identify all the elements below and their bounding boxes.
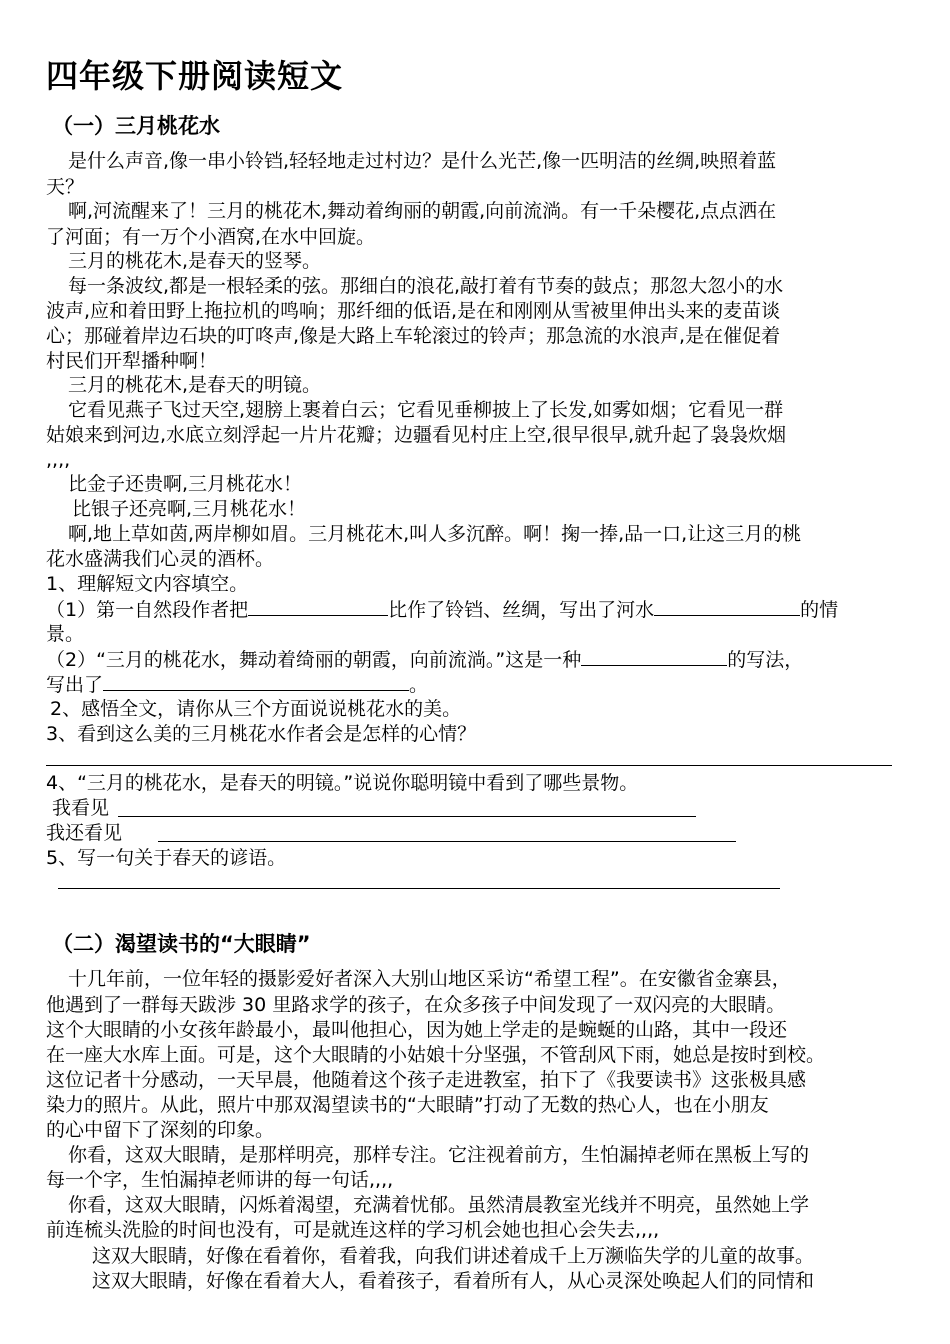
- section-1-heading: （一）三月桃花水: [52, 114, 220, 138]
- passage-line: 的心中留下了深刻的印象。: [46, 1119, 275, 1141]
- question-2: 2、感悟全文，请你从三个方面说说桃花水的美。: [50, 698, 462, 720]
- question-text: 比作了铃铛、丝绸，写出了河水: [388, 599, 655, 621]
- passage-line: 花水盛满我们心灵的酒杯。: [46, 548, 275, 570]
- passage-line: 波声,应和着田野上拖拉机的鸣响；那纤细的低语,是在和刚刚从雪被里伸出头来的麦苗谈: [46, 300, 781, 322]
- passage-line: 天？: [46, 176, 85, 198]
- question-1: 1、理解短文内容填空。: [46, 573, 249, 595]
- answer-blank[interactable]: [581, 647, 727, 666]
- question-text: （1）第一自然段作者把: [46, 599, 249, 621]
- passage-line: 这双大眼睛，好像在看着大人，看着孩子，看着所有人，从心灵深处唤起人们的同情和: [92, 1270, 815, 1292]
- passage-line: 村民们开犁播种啊！: [46, 350, 218, 372]
- passage-line: 三月的桃花木,是春天的竖琴。: [68, 250, 322, 272]
- passage-line: 这双大眼睛，好像在看着你，看着我，向我们讲述着成千上万濒临失学的儿童的故事。: [92, 1245, 815, 1267]
- answer-line[interactable]: [158, 841, 736, 842]
- passage-line: 十几年前，一位年轻的摄影爱好者深入大别山地区采访“希望工程”。在安徽省金寨县，: [68, 968, 791, 990]
- question-3: 3、看到这么美的三月桃花水作者会是怎样的心情？: [46, 723, 477, 745]
- answer-blank[interactable]: [654, 597, 800, 616]
- question-text: 的情: [800, 599, 839, 621]
- passage-line: ,,,,: [46, 449, 71, 471]
- question-text: 的写法，: [727, 649, 804, 671]
- page-title: 四年级下册阅读短文: [46, 57, 344, 95]
- answer-line[interactable]: [58, 888, 780, 889]
- passage-line: 它看见燕子飞过天空,翅膀上裹着白云；它看见垂柳披上了长发,如雾如烟；它看见一群: [68, 399, 784, 421]
- answer-line[interactable]: [118, 816, 696, 817]
- question-text: （2）“三月的桃花水，舞动着绮丽的朝霞，向前流淌。”这是一种: [46, 649, 582, 671]
- passage-line: 每一条波纹,都是一根轻柔的弦。那细白的浪花,敲打着有节奏的鼓点；那忽大忽小的水: [68, 275, 784, 297]
- passage-line: 了河面；有一万个小酒窝,在水中回旋。: [46, 226, 376, 248]
- passage-line: 啊,地上草如茵,两岸柳如眉。三月桃花木,叫人多沉醉。啊！掬一捧,品一口,让这三月的桃: [68, 523, 802, 545]
- question-text: 写出了: [46, 674, 104, 696]
- passage-line: 每一个字，生怕漏掉老师讲的每一句话,,,,: [46, 1169, 394, 1191]
- question-1-1: [46, 597, 838, 622]
- passage-line: 是什么声音,像一串小铃铛,轻轻地走过村边？是什么光芒,像一匹明洁的丝绸,映照着蓝: [68, 150, 777, 172]
- passage-line: 比银子还亮啊,三月桃花水！: [72, 498, 307, 520]
- question-text: 景。: [46, 623, 85, 645]
- passage-line: 心；那碰着岸边石块的叮咚声,像是大路上车轮滚过的铃声；那急流的水浪声,是在催促着: [46, 325, 781, 347]
- passage-line: 比金子还贵啊,三月桃花水！: [68, 473, 303, 495]
- question-text: 。: [409, 674, 429, 696]
- passage-line: 你看，这双大眼睛，是那样明亮，那样专注。它注视着前方，生怕漏掉老师在黑板上写的: [68, 1144, 810, 1166]
- section-2-heading: （二）渴望读书的“大眼睛”: [52, 932, 311, 956]
- passage-line: 姑娘来到河边,水底立刻浮起一片片花瓣；边疆看见村庄上空,很早很早,就升起了袅袅炊烟: [46, 424, 787, 446]
- passage-line: 三月的桃花木,是春天的明镜。: [68, 374, 322, 396]
- question-1-2-cont: [46, 672, 428, 697]
- answer-blank[interactable]: [248, 597, 388, 616]
- answer-line[interactable]: [46, 765, 892, 766]
- passage-line: 你看，这双大眼睛，闪烁着渴望，充满着忧郁。虽然清晨教室光线并不明亮，虽然她上学: [68, 1194, 810, 1216]
- question-4-a: [52, 796, 109, 820]
- passage-line: 啊,河流醒来了！三月的桃花木,舞动着绚丽的朝霞,向前流淌。有一千朵樱花,点点洒在: [68, 200, 777, 222]
- question-5: 5、写一句关于春天的谚语。: [46, 847, 287, 869]
- question-1-2: [46, 647, 803, 672]
- question-text: 我还看见: [46, 822, 123, 844]
- passage-line: 这位记者十分感动，一天早晨，他随着这个孩子走进教室，拍下了《我要读书》这张极具感: [46, 1069, 807, 1091]
- passage-line: 这个大眼睛的小女孩年龄最小，最叫他担心，因为她上学走的是蜿蜒的山路，其中一段还: [46, 1019, 788, 1041]
- passage-line: 他遇到了一群每天跋涉 30 里路求学的孩子，在众多孩子中间发现了一双闪亮的大眼睛。: [46, 994, 786, 1016]
- passage-line: 在一座大水库上面。可是，这个大眼睛的小姑娘十分坚强，不管刮风下雨，她总是按时到校。: [46, 1044, 826, 1066]
- question-4: 4、“三月的桃花水，是春天的明镜。”说说你聪明镜中看到了哪些景物。: [46, 772, 639, 794]
- passage-line: 前连梳头洗脸的时间也没有，可是就连这样的学习机会她也担心会失去,,,,: [46, 1219, 660, 1241]
- answer-blank[interactable]: [103, 672, 409, 691]
- question-4-b: [46, 821, 122, 845]
- question-text: 我看见: [52, 797, 110, 819]
- passage-line: 染力的照片。从此，照片中那双渴望读书的“大眼睛”打动了无数的热心人，也在小朋友: [46, 1094, 769, 1116]
